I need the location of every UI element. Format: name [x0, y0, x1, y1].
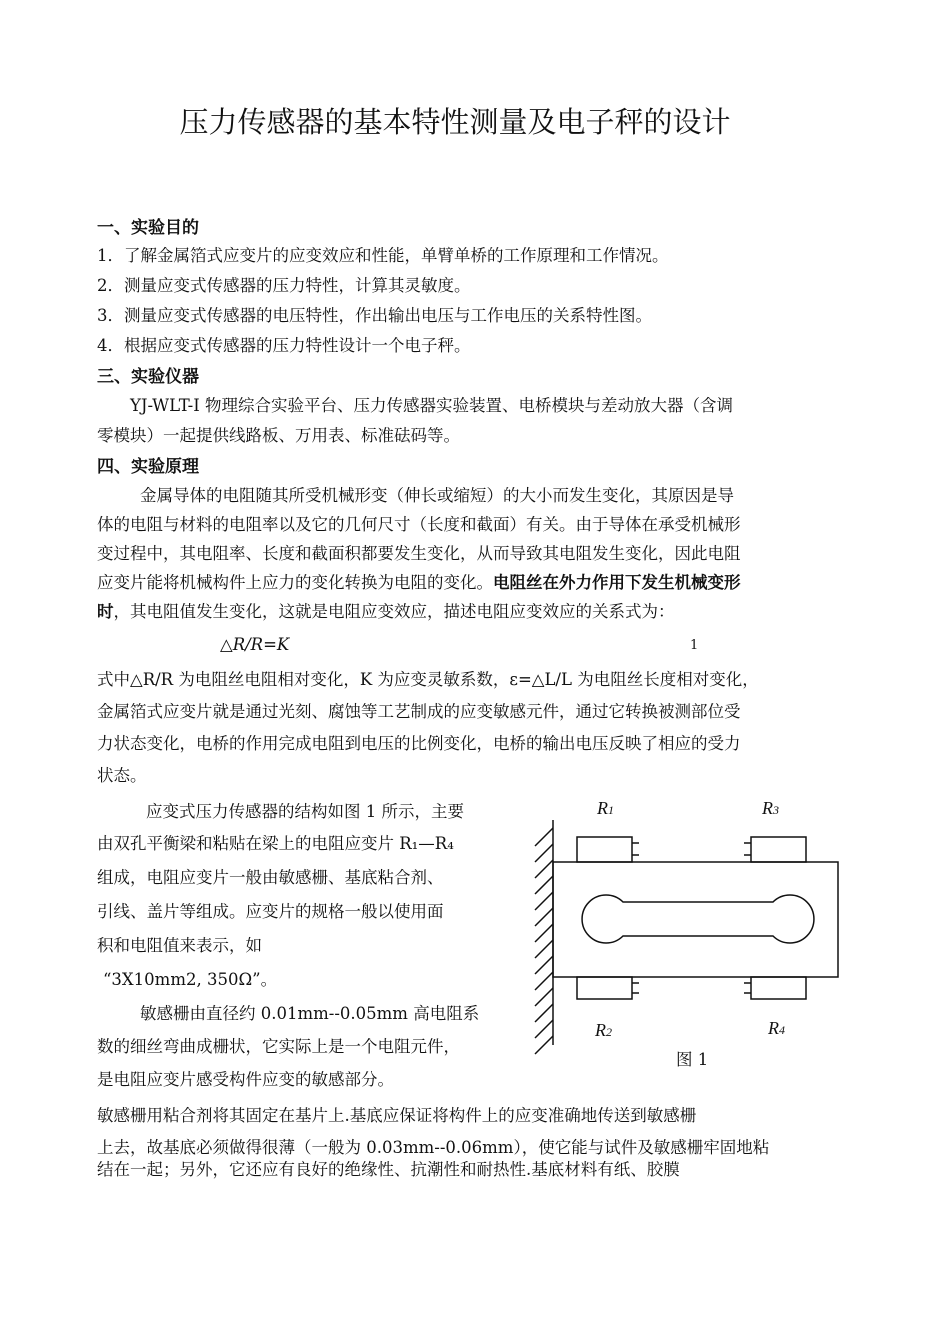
beam [553, 862, 838, 977]
principle-line: 金属箔式应变片就是通过光刻、腐蚀等工艺制成的应变敏感元件，通过它转换被测部位受 [97, 702, 741, 721]
gauge-r4 [751, 977, 806, 999]
principle-line: 由双孔平衡梁和粘贴在梁上的电阻应变片 R₁—R₄ [97, 834, 454, 853]
bold-phrase: 电阻丝在外力作用下发生机械变形 [493, 573, 741, 592]
label-r3: R3 [762, 798, 779, 818]
principle-line: ，其电阻值发生变化，这就是电阻应变效应，描述电阻应变效应的关系式为： [113, 602, 675, 621]
page-title: 压力传感器的基本特性测量及电子秤的设计 [179, 105, 731, 139]
formula: △R/R=K [220, 635, 290, 654]
label-r2: R2 [595, 1020, 612, 1040]
label-r4: R4 [768, 1018, 785, 1038]
load-cell-figure [525, 790, 845, 1080]
section-heading-instruments: 三、实验仪器 [97, 367, 199, 387]
bold-phrase: 时 [97, 602, 114, 621]
principle-line: 敏感栅用粘合剂将其固定在基片上.基底应保证将构件上的应变准确地传送到敏感栅 [97, 1106, 697, 1125]
gauge-r2 [577, 977, 632, 999]
principle-line: 状态。 [97, 766, 147, 785]
section-heading-purpose: 一、实验目的 [97, 218, 199, 238]
principle-line: 结在一起；另外，它还应有良好的绝缘性、抗潮性和耐热性.基底材料有纸、胶膜 [97, 1160, 680, 1179]
instruments-line: 零模块）一起提供线路板、万用表、标准砝码等。 [97, 426, 460, 445]
gauge-r1 [577, 837, 632, 862]
principle-line: “3X10mm2, 350Ω”。 [103, 970, 278, 989]
principle-line: 是电阻应变片感受构件应变的敏感部分。 [97, 1070, 394, 1089]
principle-line: 组成，电阻应变片一般由敏感栅、基底粘合剂、 [97, 868, 444, 887]
principle-line: 体的电阻与材料的电阻率以及它的几何尺寸（长度和截面）有关。由于导体在承受机械形 [97, 515, 741, 534]
purpose-item: 3．测量应变式传感器的电压特性，作出输出电压与工作电压的关系特性图。 [97, 306, 652, 325]
principle-line: 金属导体的电阻随其所受机械形变（伸长或缩短）的大小而发生变化，其原因是导 [140, 486, 734, 505]
gauge-r3 [751, 837, 806, 862]
principle-line: 应变式压力传感器的结构如图 1 所示，主要 [146, 802, 464, 821]
section-heading-principle: 四、实验原理 [97, 457, 199, 477]
principle-line: 上去，故基底必须做得很薄（一般为 0.03mm--0.06mm），使它能与试件及敏感栅牢固地粘 [97, 1138, 770, 1157]
formula-number: 1 [690, 638, 699, 653]
instruments-line: YJ-WLT-I 物理综合实验平台、压力传感器实验装置、电桥模块与差动放大器（含调 [130, 396, 733, 415]
purpose-item: 1．了解金属箔式应变片的应变效应和性能，单臂单桥的工作原理和工作情况。 [97, 246, 669, 265]
double-hole [582, 895, 814, 943]
principle-line: 应变片能将机械构件上应力的变化转换为电阻的变化。 [97, 573, 493, 592]
principle-line: 数的细丝弯曲成栅状，它实际上是一个电阻元件， [97, 1037, 460, 1056]
principle-line: 力状态变化，电桥的作用完成电阻到电压的比例变化，电桥的输出电压反映了相应的受力 [97, 734, 741, 753]
principle-line: 式中△R/R 为电阻丝电阻相对变化，K 为应变灵敏系数，ε=△L/L 为电阻丝长度相对变化， [97, 670, 759, 689]
principle-line: 敏感栅由直径约 0.01mm--0.05mm 高电阻系 [140, 1004, 480, 1023]
figure-caption: 图 1 [676, 1050, 709, 1069]
label-r1: R1 [597, 798, 614, 818]
principle-line: 引线、盖片等组成。应变片的规格一般以使用面 [97, 902, 444, 921]
principle-line: 变过程中，其电阻率、长度和截面积都要发生变化，从而导致其电阻发生变化，因此电阻 [97, 544, 741, 563]
principle-line: 积和电阻值来表示，如 [97, 936, 262, 955]
purpose-item: 4．根据应变式传感器的压力特性设计一个电子秤。 [97, 336, 471, 355]
purpose-item: 2．测量应变式传感器的压力特性，计算其灵敏度。 [97, 276, 471, 295]
